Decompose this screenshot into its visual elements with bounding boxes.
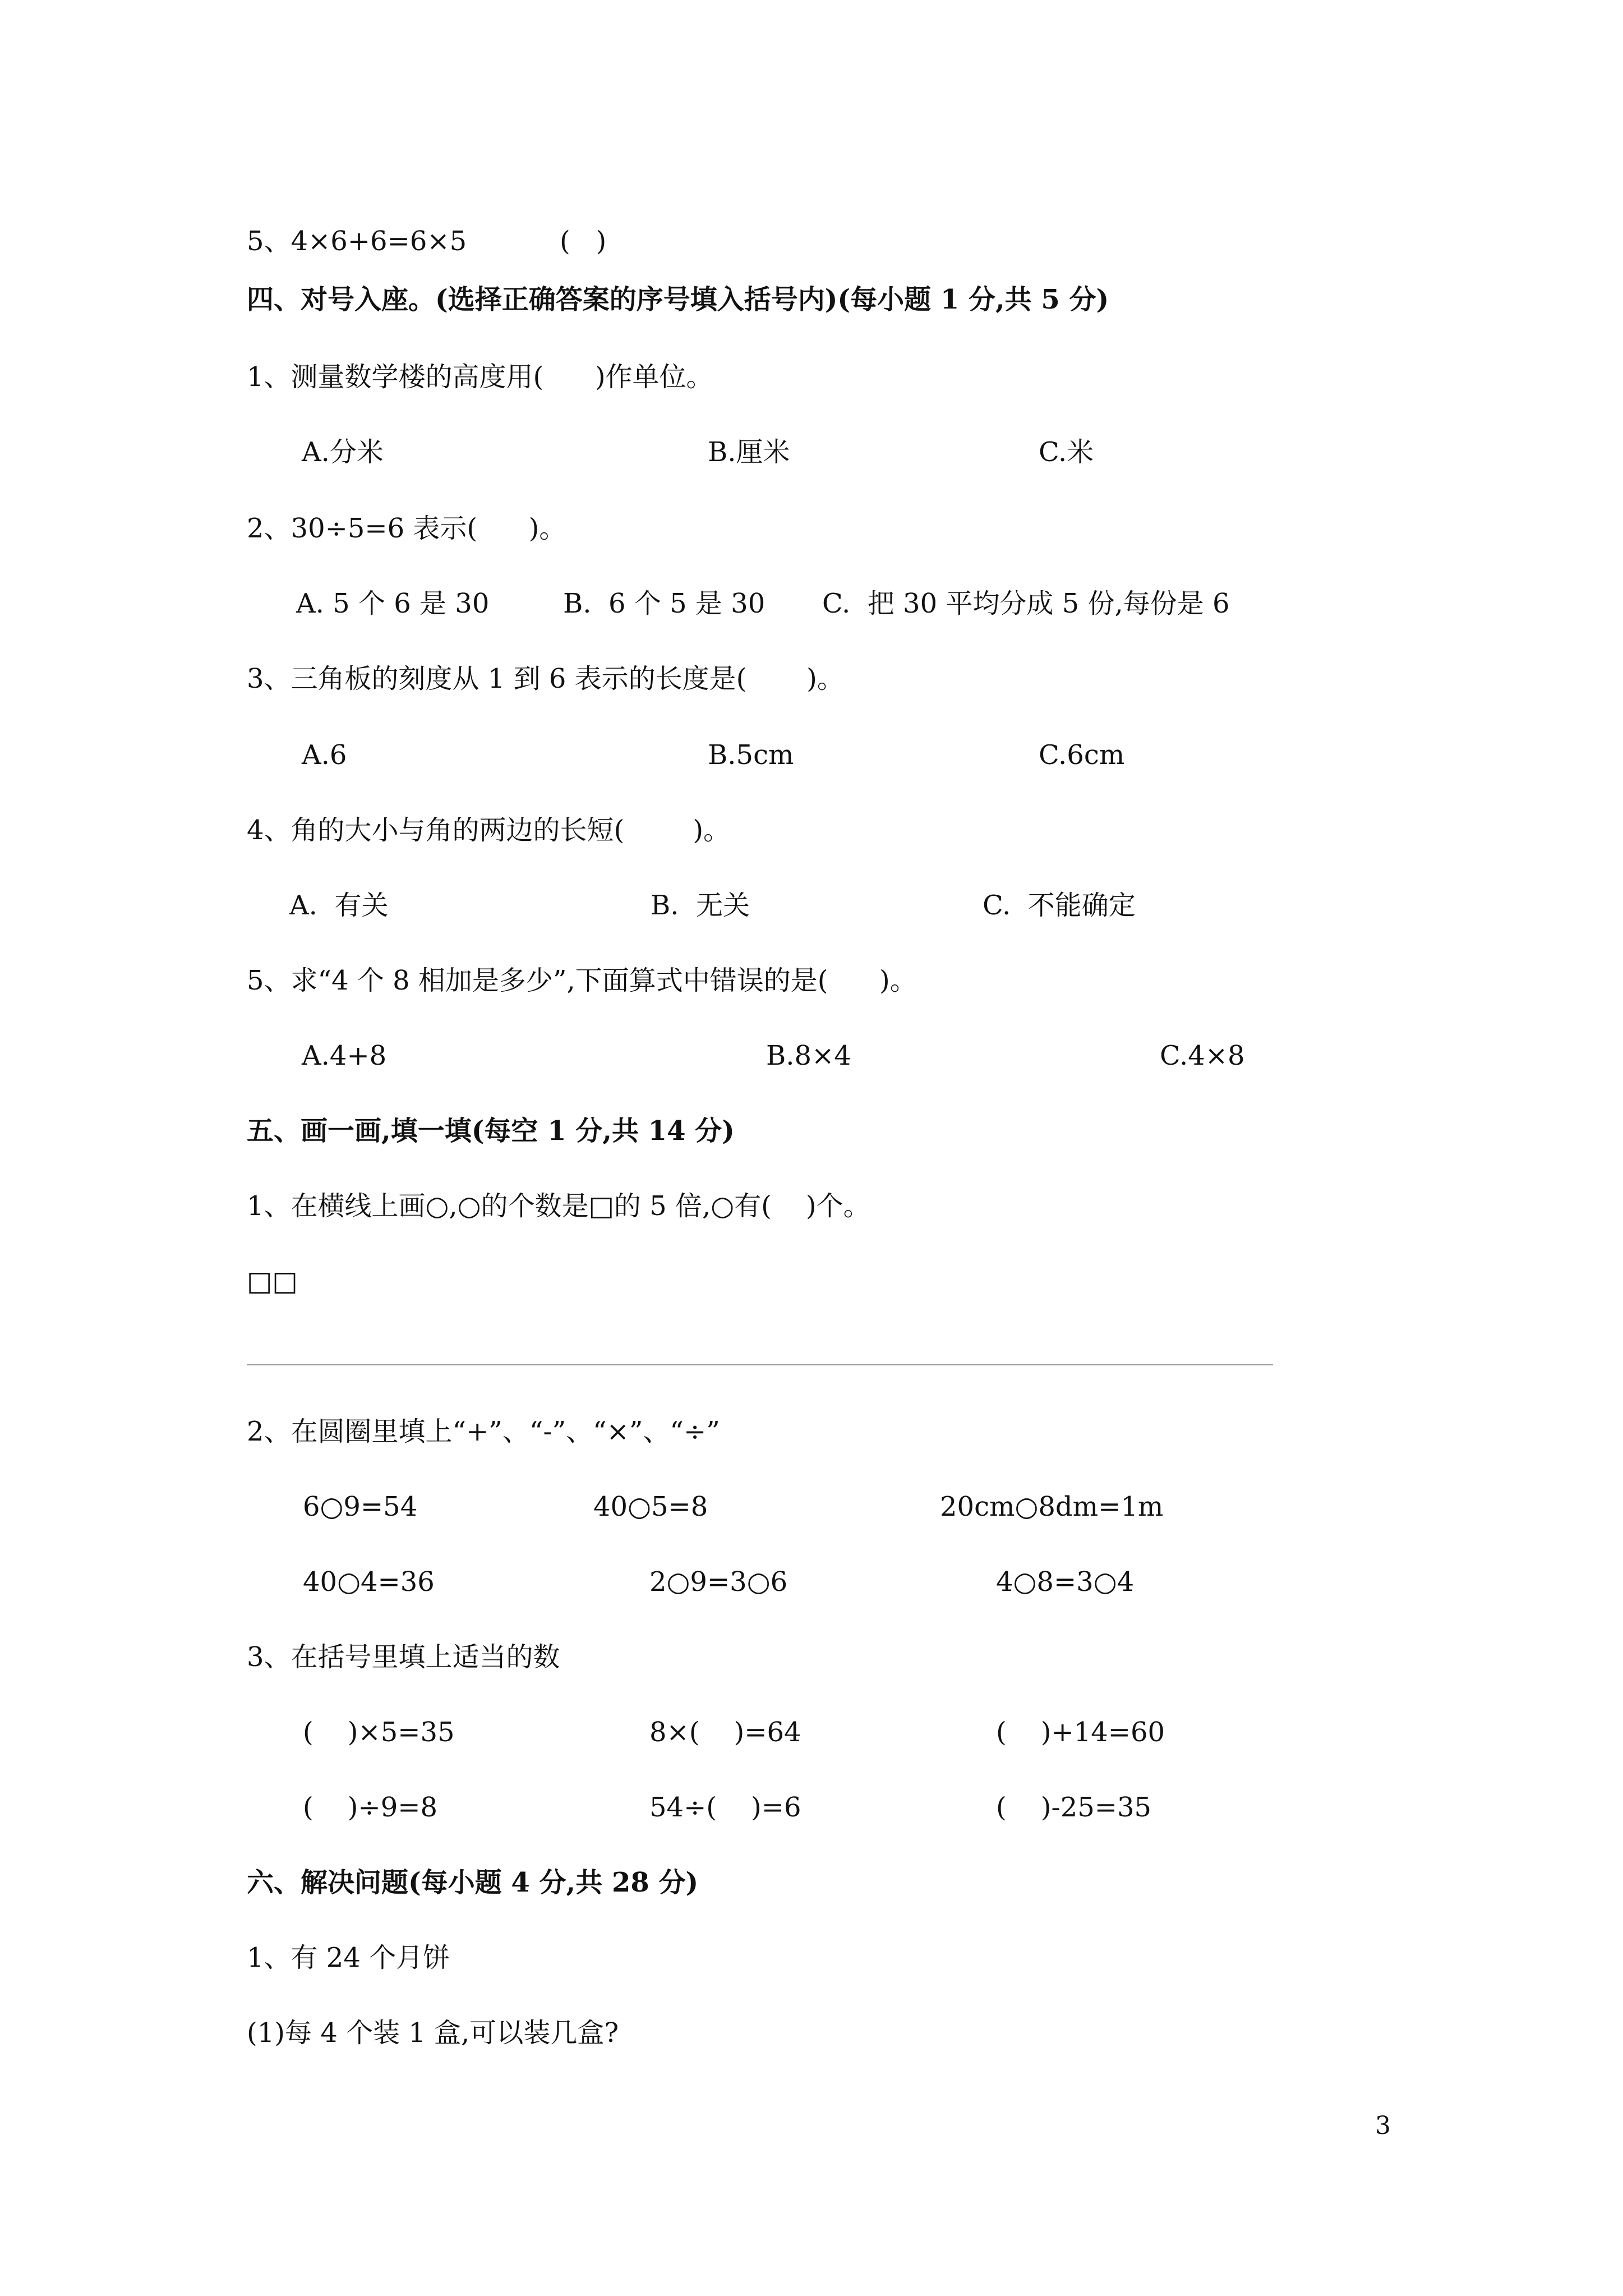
choice-option-a: A.分米 (302, 436, 384, 468)
judgement-answer-blank[interactable]: ( ) (560, 226, 607, 257)
choice-option-a: A. 有关 (289, 890, 389, 921)
choice-option-b: B. 6 个 5 是 30 (563, 588, 766, 619)
page-number: 3 (1375, 2111, 1391, 2140)
number-equation[interactable]: ( )÷9=8 (303, 1792, 437, 1823)
operator-equation[interactable]: 6○9=54 (303, 1491, 418, 1522)
operator-equation[interactable]: 2○9=3○6 (649, 1566, 788, 1598)
choice-option-a: A.4+8 (302, 1040, 387, 1071)
choice-question-5: 5、求“4 个 8 相加是多少”,下面算式中错误的是( )。 (247, 965, 917, 996)
choice-option-b: B.厘米 (708, 436, 790, 468)
fill-number-question: 3、在括号里填上适当的数 (247, 1641, 560, 1673)
choice-question-2: 2、30÷5=6 表示( )。 (247, 513, 566, 544)
number-equation[interactable]: 8×( )=64 (649, 1717, 801, 1748)
choice-option-c: C. 把 30 平均分成 5 份,每份是 6 (822, 588, 1230, 619)
choice-question-4: 4、角的大小与角的两边的长短( )。 (247, 815, 731, 846)
choice-option-c: C.6cm (1039, 739, 1125, 771)
number-equation[interactable]: 54÷( )=6 (649, 1792, 801, 1823)
number-equation[interactable]: ( )-25=35 (996, 1792, 1152, 1823)
choice-option-b: B.8×4 (766, 1040, 851, 1071)
section-5-title: 五、画一画,填一填(每空 1 分,共 14 分) (247, 1115, 735, 1147)
choice-question-1: 1、测量数学楼的高度用( )作单位。 (247, 361, 713, 393)
section-4-title: 四、对号入座。(选择正确答案的序号填入括号内)(每小题 1 分,共 5 分) (247, 284, 1109, 315)
operator-equation[interactable]: 4○8=3○4 (996, 1566, 1135, 1598)
choice-option-a: A. 5 个 6 是 30 (296, 588, 490, 619)
choice-option-b: B. 无关 (651, 890, 750, 921)
choice-option-b: B.5cm (708, 739, 794, 771)
problem-question-1: 1、有 24 个月饼 (247, 1942, 450, 1973)
answer-line[interactable] (247, 1364, 1273, 1365)
fill-operator-question: 2、在圆圈里填上“+”、“-”、“×”、“÷” (247, 1416, 720, 1447)
draw-question-1: 1、在横线上画○,○的个数是□的 5 倍,○有( )个。 (247, 1190, 870, 1222)
choice-question-3: 3、三角板的刻度从 1 到 6 表示的长度是( )。 (247, 663, 844, 694)
choice-option-a: A.6 (302, 739, 347, 771)
choice-option-c: C. 不能确定 (983, 890, 1136, 921)
operator-equation[interactable]: 20cm○8dm=1m (940, 1491, 1164, 1522)
section-6-title: 六、解决问题(每小题 4 分,共 28 分) (247, 1867, 699, 1898)
operator-equation[interactable]: 40○5=8 (593, 1491, 708, 1522)
choice-option-c: C.米 (1039, 436, 1094, 468)
number-equation[interactable]: ( )+14=60 (996, 1717, 1165, 1748)
square-shapes: □□ (247, 1266, 298, 1297)
number-equation[interactable]: ( )×5=35 (303, 1717, 455, 1748)
judgement-question-5: 5、4×6+6=6×5 (247, 226, 467, 257)
operator-equation[interactable]: 40○4=36 (303, 1566, 435, 1598)
choice-option-c: C.4×8 (1160, 1040, 1245, 1071)
problem-subquestion-1: (1)每 4 个装 1 盒,可以装几盒? (247, 2017, 619, 2049)
